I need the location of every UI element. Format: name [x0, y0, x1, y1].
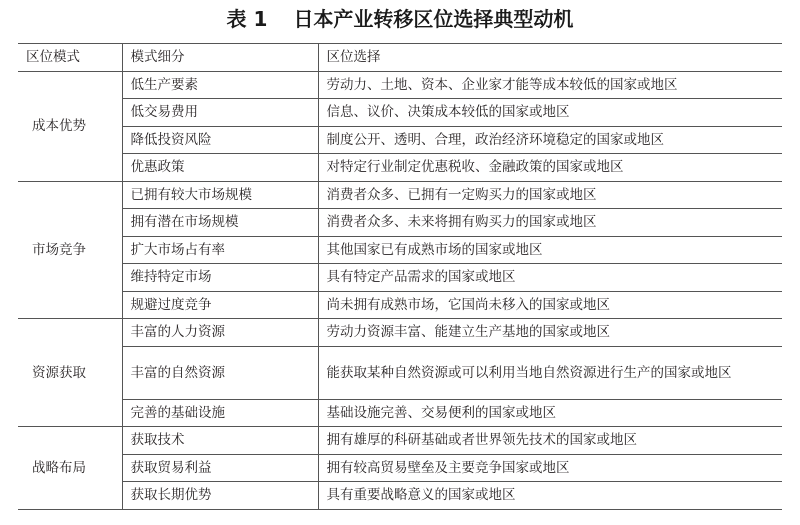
table-row: [18, 346, 782, 399]
choice-cell: 拥有较高贸易壁垒及主要竞争国家或地区: [318, 454, 782, 482]
table-row: [18, 71, 782, 99]
choice-cell: 尚未拥有成熟市场，它国尚未移入的国家或地区: [318, 291, 782, 319]
table-row: [18, 209, 782, 237]
sub-cell: 降低投资风险: [122, 126, 318, 154]
sub-cell: 拥有潜在市场规模: [122, 209, 318, 237]
choice-cell: 具有特定产品需求的国家或地区: [318, 264, 782, 292]
choice-cell: 劳动力、土地、资本、企业家才能等成本较低的国家或地区: [318, 71, 782, 99]
sub-cell: 完善的基础设施: [122, 399, 318, 427]
sub-cell: 丰富的自然资源: [122, 346, 318, 399]
sub-cell: 扩大市场占有率: [122, 236, 318, 264]
header-sub: 模式细分: [122, 44, 318, 72]
choice-cell: 消费者众多、已拥有一定购买力的国家或地区: [318, 181, 782, 209]
mode-cell: 战略布局: [18, 427, 122, 510]
header-mode: 区位模式: [18, 44, 122, 72]
header-choice: 区位选择: [318, 44, 782, 72]
table-caption: 日本产业转移区位选择典型动机: [293, 7, 574, 31]
motive-table: [18, 43, 782, 510]
header-row: [18, 44, 782, 72]
table-row: [18, 126, 782, 154]
choice-cell: 消费者众多、未来将拥有购买力的国家或地区: [318, 209, 782, 237]
table-number: 表 1: [226, 7, 268, 31]
sub-cell: 丰富的人力资源: [122, 319, 318, 347]
sub-cell: 规避过度竞争: [122, 291, 318, 319]
sub-cell: 低生产要素: [122, 71, 318, 99]
sub-cell: 获取技术: [122, 427, 318, 455]
sub-cell: 优惠政策: [122, 154, 318, 182]
choice-cell: 能获取某种自然资源或可以利用当地自然资源进行生产的国家或地区: [318, 346, 782, 399]
table-row: [18, 454, 782, 482]
table-row: [18, 264, 782, 292]
sub-cell: 获取长期优势: [122, 482, 318, 510]
sub-cell: 已拥有较大市场规模: [122, 181, 318, 209]
choice-cell: 其他国家已有成熟市场的国家或地区: [318, 236, 782, 264]
table-row: [18, 99, 782, 127]
table-row: [18, 427, 782, 455]
table-row: [18, 181, 782, 209]
table-title: [0, 4, 800, 34]
choice-cell: 拥有雄厚的科研基础或者世界领先技术的国家或地区: [318, 427, 782, 455]
choice-cell: 信息、议价、决策成本较低的国家或地区: [318, 99, 782, 127]
mode-cell: 市场竞争: [18, 181, 122, 319]
mode-cell: 成本优势: [18, 71, 122, 181]
table-row: [18, 291, 782, 319]
table-row: [18, 399, 782, 427]
table-row: [18, 154, 782, 182]
sub-cell: 低交易费用: [122, 99, 318, 127]
choice-cell: 劳动力资源丰富、能建立生产基地的国家或地区: [318, 319, 782, 347]
sub-cell: 维持特定市场: [122, 264, 318, 292]
choice-cell: 制度公开、透明、合理，政治经济环境稳定的国家或地区: [318, 126, 782, 154]
table-row: [18, 319, 782, 347]
choice-cell: 对特定行业制定优惠税收、金融政策的国家或地区: [318, 154, 782, 182]
table-row: [18, 236, 782, 264]
choice-cell: 具有重要战略意义的国家或地区: [318, 482, 782, 510]
mode-cell: 资源获取: [18, 319, 122, 427]
sub-cell: 获取贸易利益: [122, 454, 318, 482]
table-row: [18, 482, 782, 510]
choice-cell: 基础设施完善、交易便利的国家或地区: [318, 399, 782, 427]
